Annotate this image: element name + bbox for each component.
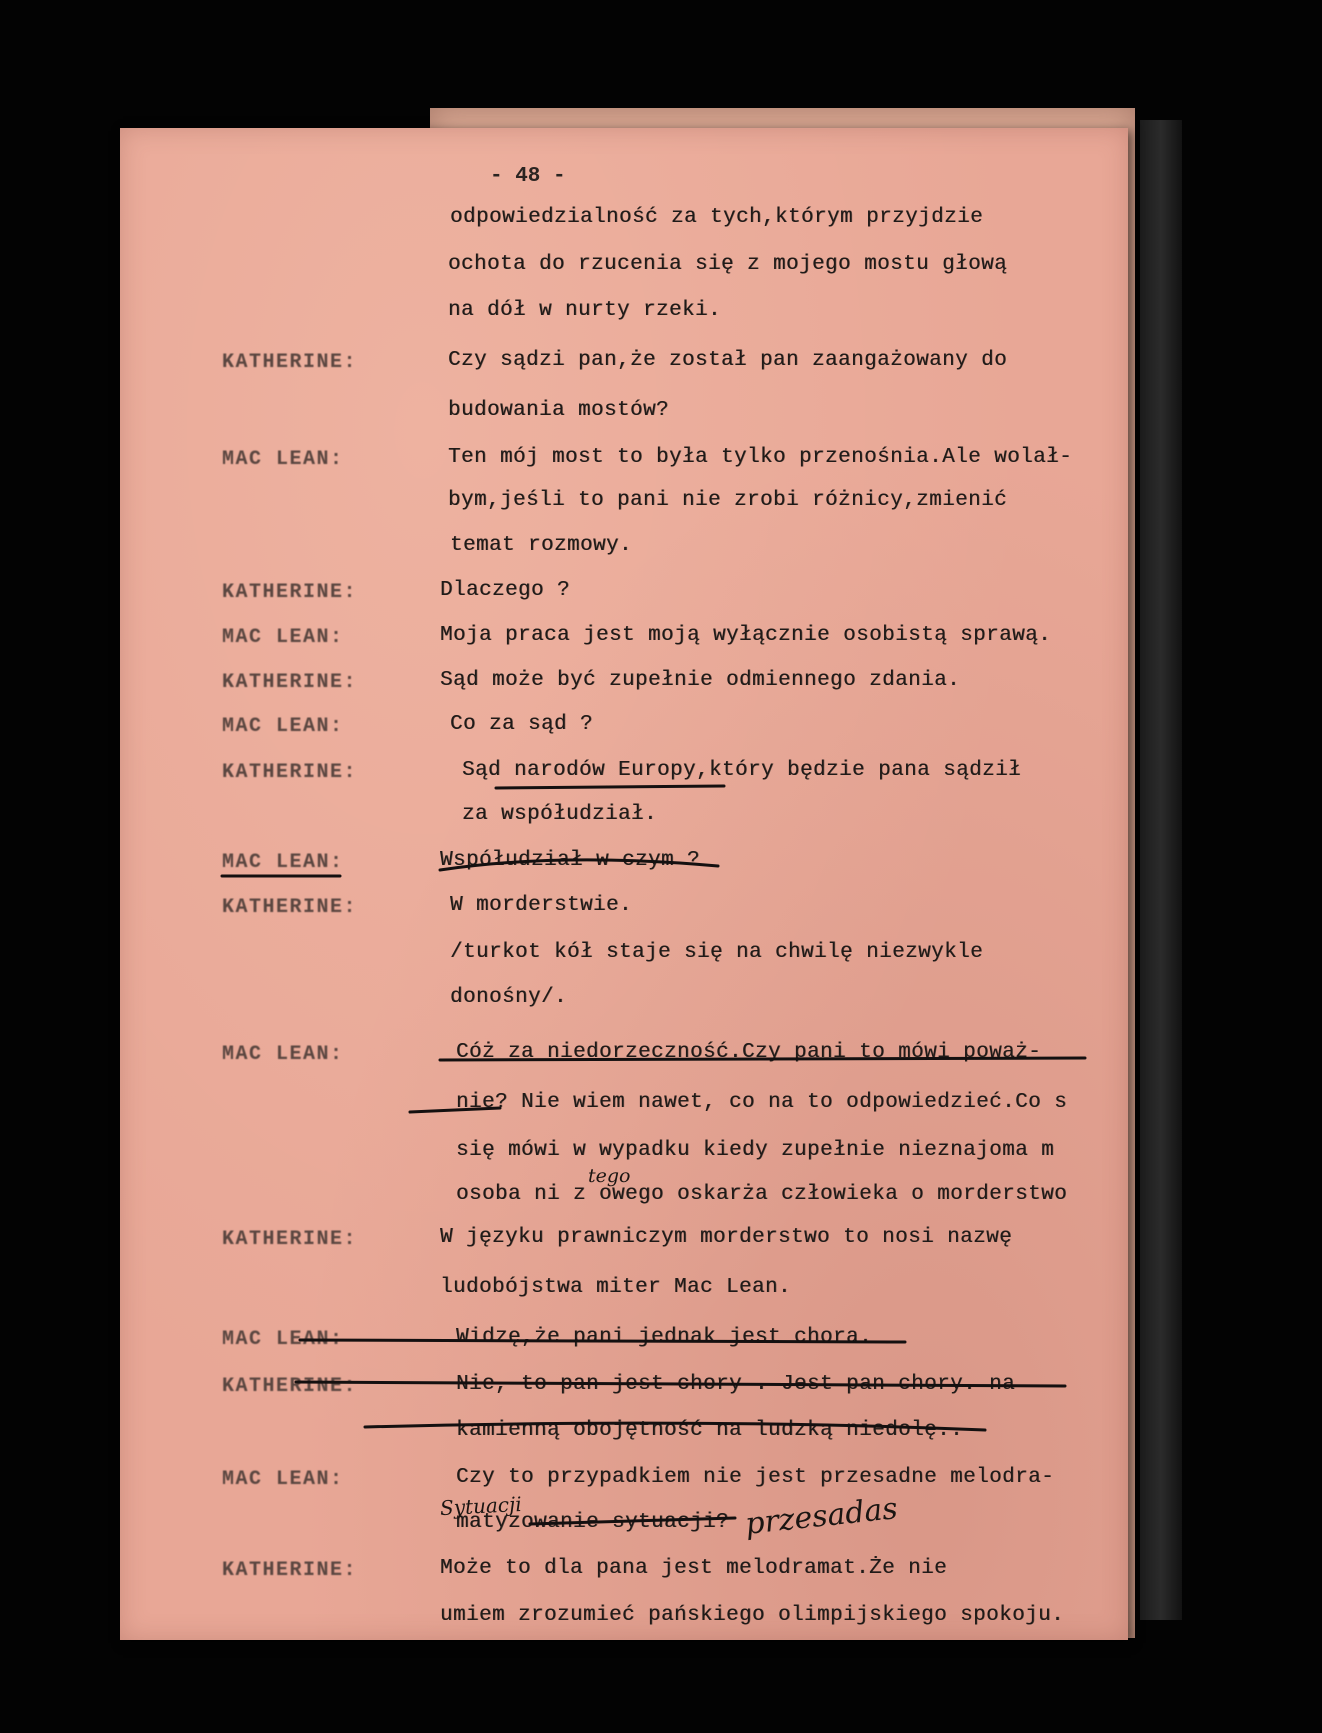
dialogue-line: W morderstwie. (450, 894, 633, 917)
dialogue-line: matyzowanie sytuacji? (456, 1511, 730, 1534)
dialogue-line: odpowiedzialność za tych,którym przyjdzie (450, 206, 984, 229)
dialogue-line: Co za sąd ? (450, 713, 594, 736)
dialogue-line: Dlaczego ? (440, 579, 571, 602)
dialogue-line: budowania mostów? (448, 399, 670, 422)
dialogue-line: Widzę,że pani jednak jest chora. (456, 1326, 873, 1349)
speaker-label: MAC LEAN: (222, 1468, 344, 1491)
dialogue-line: Czy to przypadkiem nie jest przesadne melodra- (456, 1466, 1055, 1489)
speaker-label: MAC LEAN: (222, 715, 344, 738)
dialogue-line: Cóż za niedorzeczność.Czy pani to mówi poważ- (456, 1041, 1042, 1064)
dialogue-line: temat rozmowy. (450, 534, 633, 557)
dialogue-line: Współudział w czym ? (440, 849, 701, 872)
dialogue-line: donośny/. (450, 986, 568, 1009)
speaker-label: KATHERINE: (222, 351, 358, 374)
speaker-label: KATHERINE: (222, 581, 358, 604)
speaker-label: KATHERINE: (222, 1559, 358, 1582)
speaker-label: MAC LEAN: (222, 626, 344, 649)
speaker-label: MAC LEAN: (222, 851, 344, 874)
speaker-label: KATHERINE: (222, 761, 358, 784)
dialogue-line: na dół w nurty rzeki. (448, 299, 722, 322)
binding-edge (1140, 120, 1182, 1620)
dialogue-line: ochota do rzucenia się z mojego mostu głową (448, 253, 1008, 276)
handwritten-insert-tego: tego (588, 1165, 631, 1187)
dialogue-line: Sąd narodów Europy,który będzie pana sądził (462, 759, 1022, 782)
dialogue-line: bym,jeśli to pani nie zrobi różnicy,zmienić (448, 489, 1008, 512)
dialogue-line: W języku prawniczym morderstwo to nosi nazwę (440, 1226, 1013, 1249)
dialogue-line: Może to dla pana jest melodramat.Że nie (440, 1557, 948, 1580)
handwritten-insert-sytuacji: Sytuacji (439, 1491, 523, 1521)
dialogue-line: Sąd może być zupełnie odmiennego zdania. (440, 669, 961, 692)
dialogue-line: /turkot kół staje się na chwilę niezwykle (450, 941, 984, 964)
dialogue-line: Ten mój most to była tylko przenośnia.Ale wolał- (448, 446, 1073, 469)
speaker-label: KATHERINE: (222, 1375, 358, 1398)
speaker-label: MAC LEAN: (222, 448, 344, 471)
dialogue-line: osoba ni z owego oskarża człowieka o morderstwo (456, 1183, 1068, 1206)
dialogue-line: kamienną obojętność na ludzką niedolę.. (456, 1419, 964, 1442)
dialogue-line: nie? Nie wiem nawet, co na to odpowiedzieć.Co s (456, 1091, 1068, 1114)
dialogue-line: Moja praca jest moją wyłącznie osobistą sprawą. (440, 624, 1052, 647)
speaker-label: KATHERINE: (222, 671, 358, 694)
speaker-label: MAC LEAN: (222, 1328, 344, 1351)
dialogue-line: Czy sądzi pan,że został pan zaangażowany do (448, 349, 1008, 372)
dialogue-line: Nie, to pan jest chory . Jest pan chory. na (456, 1373, 1016, 1396)
page-number: - 48 - (490, 165, 566, 188)
dialogue-line: ludobójstwa miter Mac Lean. (440, 1276, 792, 1299)
dialogue-line: się mówi w wypadku kiedy zupełnie nieznajoma m (456, 1139, 1055, 1162)
speaker-label: KATHERINE: (222, 1228, 358, 1251)
speaker-label: MAC LEAN: (222, 1043, 344, 1066)
dialogue-line: umiem zrozumieć pańskiego olimpijskiego spokoju. (440, 1604, 1065, 1627)
dialogue-line: za współudział. (462, 803, 658, 826)
handwritten-margin-note: przesadas (743, 1491, 900, 1542)
speaker-label: KATHERINE: (222, 896, 358, 919)
